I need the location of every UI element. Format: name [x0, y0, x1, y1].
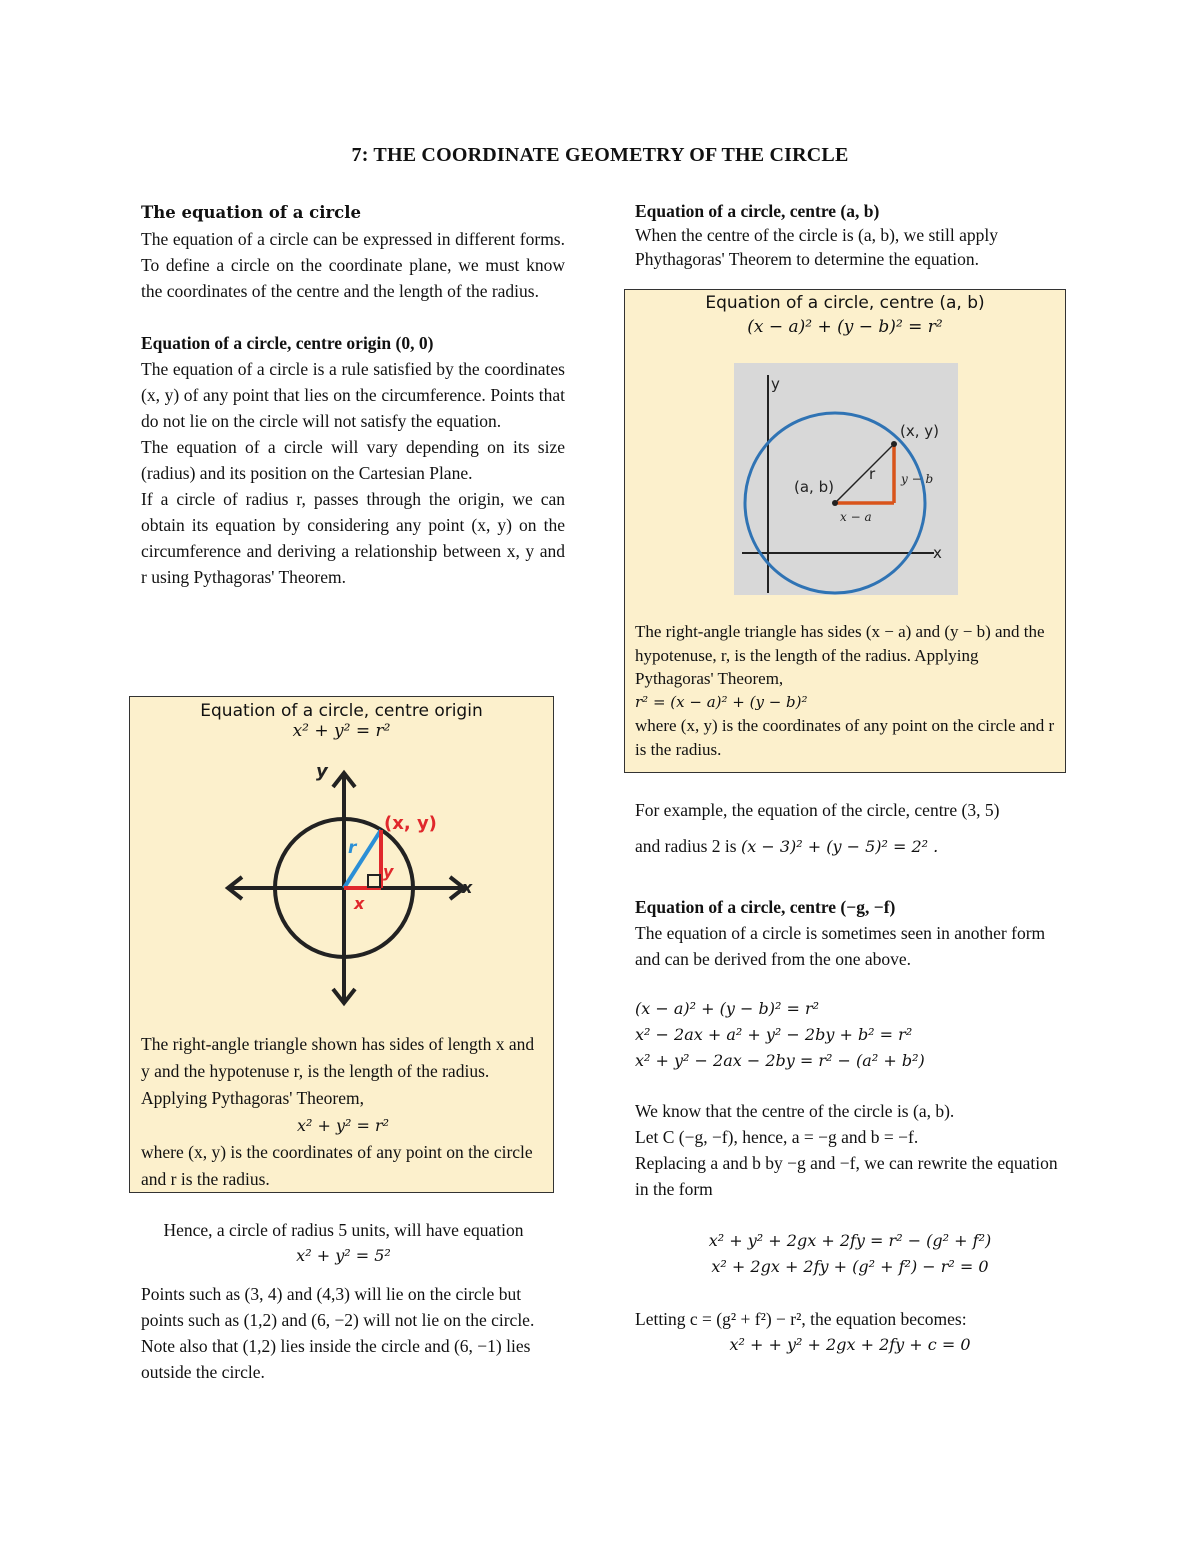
leg-y-label: y − b — [901, 472, 934, 486]
radius-label: r — [348, 838, 357, 858]
inline-equation: (x − 3)² + (y − 5)² = 2² . — [740, 837, 939, 856]
paragraph: We know that the centre of the circle is (a, b). — [635, 1101, 955, 1121]
page-title: 7: THE COORDINATE GEOMETRY OF THE CIRCLE — [351, 144, 849, 166]
point-label: (x, y) — [384, 813, 437, 834]
paragraph: The equation of a circle will vary depending on its size (radius) and its position on the Cartesian Plane. — [141, 437, 565, 483]
paragraph: The equation of a circle can be expressed in different forms. To define a circle on the coordinate plane, we must know the coordinates of the centre and the length of the radius. — [141, 229, 565, 301]
paragraph-inline: and radius 2 is — [635, 836, 737, 856]
leg-y-label: y — [383, 862, 394, 881]
equation-block — [635, 1228, 1065, 1280]
equation-final: x² + + y² + 2gx + 2fy + c = 0 — [729, 1335, 971, 1354]
paragraph: Hence, a circle of radius 5 units, will have equation — [163, 1220, 524, 1240]
equation-line: x² + 2gx + 2fy + (g² + f²) − r² = 0 — [711, 1257, 989, 1276]
centre-point — [832, 500, 838, 506]
box-paragraph: The right-angle triangle has sides (x − a) and (y − b) and the hypotenuse, r, is the length of the radius. Applying Pythagoras' Theorem, — [635, 622, 1045, 688]
paragraph: The equation of a circle is sometimes seen in another form and can be derived from the one above. — [635, 923, 1046, 969]
paragraph: Let C (−g, −f), hence, a = −g and b = −f. — [635, 1127, 919, 1147]
info-box-origin — [129, 696, 554, 1193]
y-axis-label: y — [316, 765, 328, 782]
left-column-lower — [141, 1217, 546, 1385]
paragraph: When the centre of the circle is (a, b), we still apply Phythagoras' Theorem to determine the equation. — [635, 225, 998, 269]
box-title: Equation of a circle, centre origin — [200, 701, 483, 721]
right-angle-marker — [368, 875, 380, 887]
paragraph: For example, the equation of the circle, centre (3, 5) — [635, 800, 1000, 820]
equation-line: (x − a)² + (y − b)² = r² — [635, 999, 820, 1018]
box-text — [635, 620, 1060, 761]
paragraph: Points such as (3, 4) and (4,3) will lie on the circle but points such as (1,2) and (6, −2) will not lie on the circle. Note also that (1,2) lies inside the circle and (6, −1) lies outside the circle. — [141, 1284, 535, 1382]
box-equation: x² + y² = r² — [292, 721, 391, 741]
box-paragraph: where (x, y) is the coordinates of any point on the circle and r is the radius. — [635, 716, 1055, 759]
equation-block — [635, 996, 1065, 1074]
section-heading: Equation of a circle, centre (−g, −f) — [635, 897, 896, 917]
box-text — [141, 1031, 545, 1193]
leg-x-label: x — [354, 894, 365, 913]
x-axis-label: x — [462, 878, 473, 897]
section-heading: The equation of a circle — [141, 203, 361, 222]
paragraph: If a circle of radius r, passes through the origin, we can obtain its equation by considering any point (x, y) on the circumference and deriving a relationship between x, y and r using Pythagoras' Theorem. — [141, 489, 565, 587]
paragraph: The equation of a circle is a rule satisfied by the coordinates (x, y) of any point that lies on the circumference. Points that do not lie on the circle will not satisfy the equation. — [141, 359, 565, 431]
point-label: (x, y) — [900, 422, 939, 440]
box-equation: (x − a)² + (y − b)² = r² — [747, 317, 943, 337]
equation-line: x² + y² − 2ax − 2by = r² − (a² + b²) — [635, 1051, 925, 1070]
equation-line: x² + y² + 2gx + 2fy = r² − (g² + f²) — [708, 1231, 992, 1250]
box-paragraph: where (x, y) is the coordinates of any point on the circle and r is the radius. — [141, 1142, 533, 1189]
box-paragraph: The right-angle triangle shown has sides of length x and y and the hypotenuse r, is the length of the radius. Applying Pythagoras' Theorem, — [141, 1034, 535, 1108]
right-column-lower — [635, 797, 1065, 1358]
equation: x² + y² = 5² — [296, 1246, 391, 1265]
radius-label: r — [869, 465, 876, 483]
leg-x-label: x − a — [840, 510, 872, 524]
centre-label: (a, b) — [794, 478, 834, 496]
section-heading: Equation of a circle, centre (a, b) — [635, 201, 880, 221]
equation-line: x² − 2ax + a² + y² − 2by + b² = r² — [635, 1025, 913, 1044]
info-box-centre-ab — [624, 289, 1066, 773]
paragraph: Replacing a and b by −g and −f, we can rewrite the equation in the form — [635, 1153, 1058, 1199]
paragraph: Letting c = (g² + f²) − r², the equation becomes: — [635, 1309, 967, 1329]
centre-ab-diagram — [734, 363, 958, 595]
box-equation-2: r² = (x − a)² + (y − b)² — [635, 692, 808, 711]
right-column-top — [635, 199, 1065, 271]
origin-circle-diagram — [210, 765, 480, 1015]
y-axis-label: y — [771, 375, 780, 393]
left-column — [141, 200, 565, 590]
x-axis-label: x — [933, 544, 942, 562]
section-heading: Equation of a circle, centre origin (0, 0) — [141, 333, 434, 353]
circumference-point — [891, 441, 897, 447]
box-equation-2: x² + y² = r² — [296, 1116, 390, 1135]
box-title: Equation of a circle, centre (a, b) — [705, 293, 985, 313]
